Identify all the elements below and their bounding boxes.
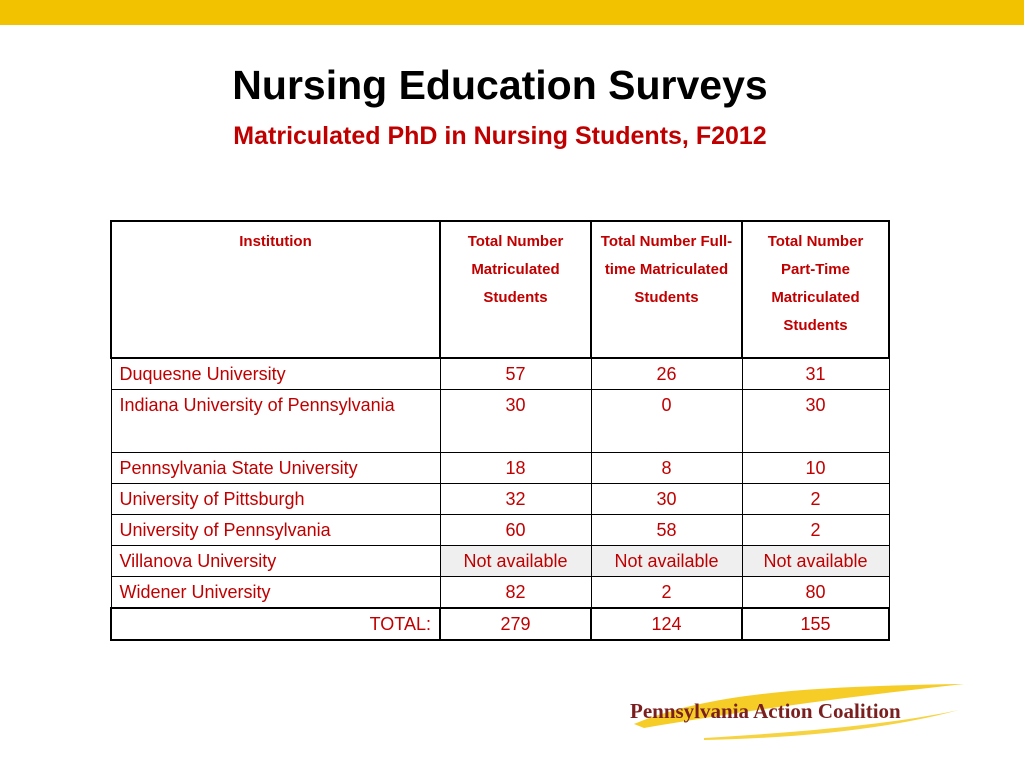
column-header-full-time: Total Number Full-time Matriculated Students <box>591 221 742 358</box>
total-cell: 57 <box>440 358 591 390</box>
institution-cell: Pennsylvania State University <box>111 453 440 484</box>
total-cell: Not available <box>440 546 591 577</box>
total-cell: 60 <box>440 515 591 546</box>
table-row <box>111 484 889 515</box>
page-title: Nursing Education Surveys <box>232 62 768 108</box>
enrollment-table <box>110 220 890 641</box>
institution-cell: University of Pittsburgh <box>111 484 440 515</box>
total-cell: 30 <box>440 390 591 453</box>
full-time-cell: 26 <box>591 358 742 390</box>
coalition-logo-text: Pennsylvania Action Coalition <box>630 699 901 723</box>
institution-cell: Duquesne University <box>111 358 440 390</box>
grand-part-time-cell: 155 <box>742 608 889 640</box>
institution-cell: Indiana University of Pennsylvania <box>111 390 440 453</box>
part-time-cell: 31 <box>742 358 889 390</box>
table-row <box>111 546 889 577</box>
table-header-row <box>111 221 889 358</box>
table-row <box>111 453 889 484</box>
institution-cell: University of Pennsylvania <box>111 515 440 546</box>
full-time-cell: 0 <box>591 390 742 453</box>
part-time-cell: 10 <box>742 453 889 484</box>
total-cell: 82 <box>440 577 591 609</box>
table-total-row <box>111 608 889 640</box>
full-time-cell: 8 <box>591 453 742 484</box>
page-subtitle: Matriculated PhD in Nursing Students, F2012 <box>233 122 767 150</box>
table-row <box>111 358 889 390</box>
total-label: TOTAL: <box>111 608 440 640</box>
part-time-cell: 2 <box>742 484 889 515</box>
full-time-cell: 30 <box>591 484 742 515</box>
table-row <box>111 390 889 453</box>
grand-total-cell: 279 <box>440 608 591 640</box>
full-time-cell: 58 <box>591 515 742 546</box>
institution-cell: Villanova University <box>111 546 440 577</box>
part-time-cell: Not available <box>742 546 889 577</box>
full-time-cell: 2 <box>591 577 742 609</box>
table-row <box>111 577 889 609</box>
column-header-part-time: Total Number Part-Time Matriculated Students <box>742 221 889 358</box>
institution-cell: Widener University <box>111 577 440 609</box>
column-header-institution: Institution <box>111 221 440 358</box>
part-time-cell: 80 <box>742 577 889 609</box>
total-cell: 18 <box>440 453 591 484</box>
top-accent-bar <box>0 0 1024 25</box>
full-time-cell: Not available <box>591 546 742 577</box>
column-header-total: Total Number Matriculated Students <box>440 221 591 358</box>
table-row <box>111 515 889 546</box>
part-time-cell: 30 <box>742 390 889 453</box>
part-time-cell: 2 <box>742 515 889 546</box>
grand-full-time-cell: 124 <box>591 608 742 640</box>
total-cell: 32 <box>440 484 591 515</box>
